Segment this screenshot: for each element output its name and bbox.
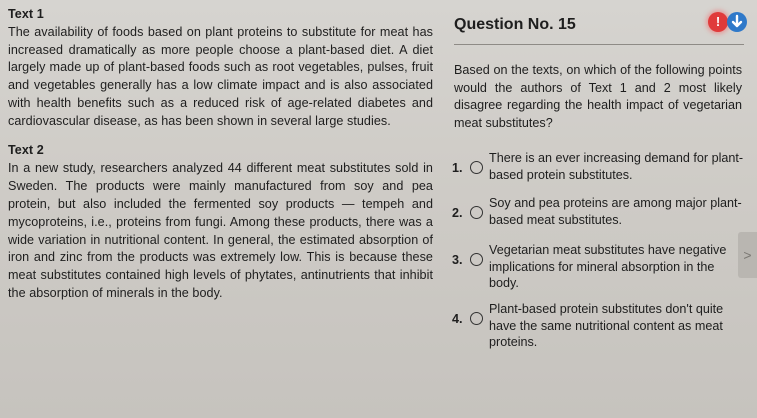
chevron-right-icon: > xyxy=(743,247,752,263)
answer-option-3[interactable] xyxy=(452,242,744,290)
next-question-tab[interactable] xyxy=(738,232,757,278)
option-number: 4. xyxy=(452,312,463,326)
passage-title: Text 2 xyxy=(8,142,44,157)
divider xyxy=(454,44,744,45)
passage-body: In a new study, researchers analyzed 44 different meat substitutes sold in Sweden. The products were mainly manufactured from soy and pea protein, but also included the fermented soy products — tempeh and mycoproteins, i.e., proteins from fungi. Among these products, there was a wide variation in nutritional content. In general, the estimated absorption of iron and zinc from the products was extremely low. This is because these meat substitutes contained high levels of phytates, antinutrients that inhibit the absorption of minerals in the body. xyxy=(8,161,433,300)
question-number: Question No. 15 xyxy=(454,16,576,33)
passages-panel xyxy=(8,6,433,303)
question-panel xyxy=(440,0,757,418)
option-number: 1. xyxy=(452,161,463,175)
answer-option-4[interactable] xyxy=(452,301,744,349)
option-text: Vegetarian meat substitutes have negative implications for mineral absorption in the body. xyxy=(489,243,727,290)
option-number: 3. xyxy=(452,253,463,267)
radio-button[interactable] xyxy=(470,161,483,174)
radio-button[interactable] xyxy=(470,253,483,266)
answer-option-2[interactable] xyxy=(452,195,744,235)
passage-body: The availability of foods based on plant proteins to substitute for meat has increased dramatically as more people choose a plant-based diet. A diet largely made up of plant-based foods such as root vegetables, pulses, fruit and vegetables generally has a low climate impact and is also associated with health benefits such as a reduced risk of age-related diabetes and cardiovascular disease, as has been shown in several large studies. xyxy=(8,24,433,128)
option-text: There is an ever increasing demand for plant-based protein substitutes. xyxy=(489,151,744,182)
passage-title: Text 1 xyxy=(8,7,44,21)
arrow-down-icon xyxy=(727,12,747,32)
passage-text-2 xyxy=(8,142,433,303)
radio-button[interactable] xyxy=(470,206,483,219)
option-number: 2. xyxy=(452,206,463,220)
answer-option-1[interactable] xyxy=(452,150,744,190)
download-icon[interactable] xyxy=(727,12,747,32)
option-text: Soy and pea proteins are among major plant-based meat substitutes. xyxy=(489,196,742,227)
option-text: Plant-based protein substitutes don't quite have the same nutritional content as meat proteins. xyxy=(489,302,724,349)
radio-button[interactable] xyxy=(470,312,483,325)
passage-text-1 xyxy=(8,6,433,131)
question-prompt: Based on the texts, on which of the following points would the authors of Text 1 and 2 most likely disagree regarding the health impact of vegetarian meat substitutes? xyxy=(454,63,742,130)
flag-question-icon[interactable]: ! xyxy=(708,12,728,32)
